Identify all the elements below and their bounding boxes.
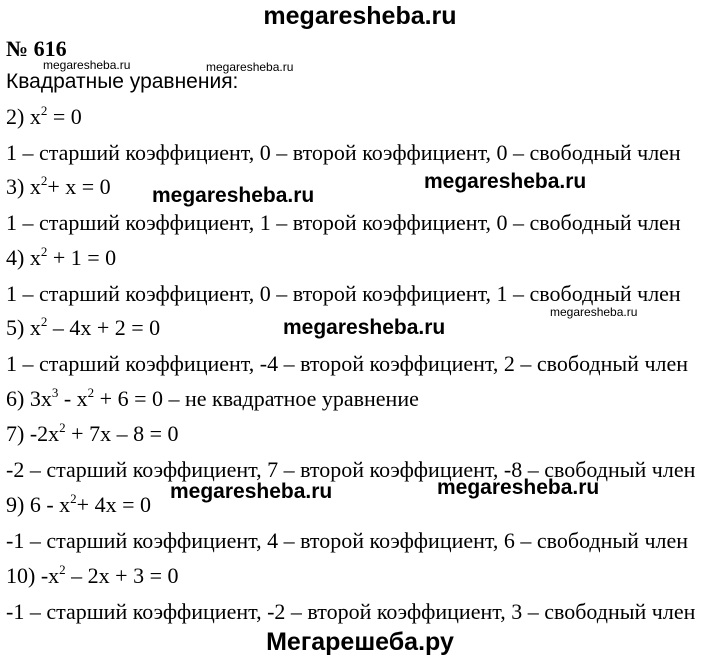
- coefficient-line: 1 – старший коэффициент, 0 – второй коэффициент, 0 – свободный член: [6, 140, 681, 165]
- site-footer: Мегарешеба.ру: [266, 628, 454, 656]
- watermark: megaresheba.ru: [550, 305, 638, 319]
- coefficient-line: 1 – старший коэффициент, 0 – второй коэффициент, 1 – свободный член: [6, 281, 681, 306]
- watermark: megaresheba.ru: [206, 60, 294, 74]
- coefficient-line: 1 – старший коэффициент, 1 – второй коэффициент, 0 – свободный член: [6, 210, 681, 235]
- task-number: № 616: [6, 36, 67, 61]
- equation-line: 9) $6 - x^2+ 4x = 0$: [6, 491, 151, 517]
- equation-line: 10) $-x^2 - 2x + 3 = 0$: [6, 562, 179, 588]
- equation-line: 3) $x^2+ x = 0$: [6, 173, 111, 199]
- coefficient-line: -1 – старший коэффициент, -2 – второй коэффициент, 3 – свободный член: [6, 599, 696, 624]
- coefficient-line: -1 – старший коэффициент, 4 – второй коэффициент, 6 – свободный член: [6, 528, 689, 553]
- watermark: megaresheba.ru: [43, 58, 131, 72]
- equation-line: 2) $x^2 = 0$: [6, 103, 82, 129]
- watermark: megaresheba.ru: [283, 316, 446, 339]
- equation-line: 6) $3x^3 - x^2 + 6 = 0$ – не квадратное уравнение: [6, 385, 419, 411]
- watermark: megaresheba.ru: [152, 184, 315, 207]
- watermark: megaresheba.ru: [424, 170, 587, 193]
- equation-line: 7) $-2x^2 + 7x - 8 = 0$: [6, 420, 179, 446]
- equation-line: 5) $x^2 - 4x + 2 = 0$: [6, 314, 161, 340]
- watermark: megaresheba.ru: [437, 476, 600, 499]
- equation-line: 4) $x^2 + 1 = 0$: [6, 244, 117, 270]
- section-title: Квадратные уравнения:: [6, 70, 239, 93]
- watermark: megaresheba.ru: [170, 480, 333, 503]
- coefficient-line: 1 – старший коэффициент, -4 – второй коэффициент, 2 – свободный член: [6, 351, 689, 376]
- site-header: megaresheba.ru: [263, 2, 457, 30]
- coefficient-line: -2 – старший коэффициент, 7 – второй коэффициент, -8 – свободный член: [6, 457, 696, 482]
